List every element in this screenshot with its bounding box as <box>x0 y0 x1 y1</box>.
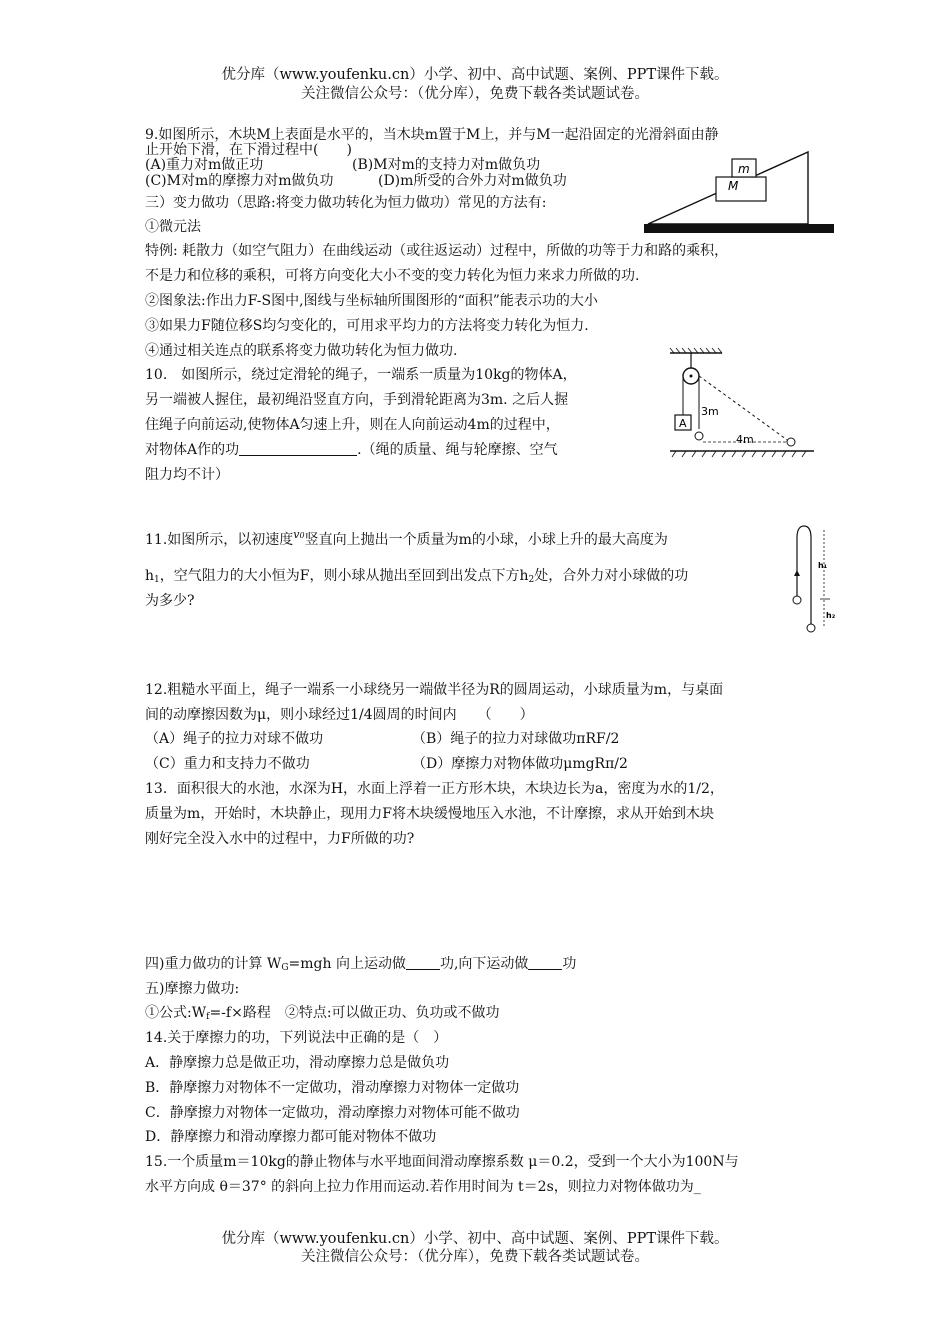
ball-start <box>793 596 801 604</box>
ground-bar <box>644 224 834 233</box>
q10-pulley-figure <box>664 345 824 475</box>
header-line-2: 关注微信公众号：（优分库），免费下载各类试题试卷。 <box>301 86 649 102</box>
q9-option-c: (C)M对m的摩擦力对m做负功 <box>145 173 334 189</box>
q14-option-a: A．静摩擦力总是做正功，滑动摩擦力总是做负功 <box>145 1055 450 1071</box>
label-A: A <box>679 417 687 430</box>
q11-line-1a: 11.如图所示，以初速度 <box>145 532 294 548</box>
q12-line-1: 12.粗糙水平面上，绳子一端系一小球绕另一端做半径为R的圆周运动，小球质量为m，与桌面 <box>145 682 724 698</box>
q9-option-b: (B)M对m的支持力对m做负功 <box>352 157 541 173</box>
sec5-title: 五)摩擦力做功: <box>145 981 240 997</box>
q9-incline-figure <box>640 150 840 240</box>
sec3-method-1: ①微元法 <box>145 219 201 235</box>
person-end <box>787 438 795 446</box>
q14-option-d: D．静摩擦力和滑动摩擦力都可能对物体不做功 <box>145 1129 437 1145</box>
label-4m: 4m <box>736 433 754 446</box>
q11-line-1b: 竖直向上抛出一个质量为m的小球，小球上升的最大高度为 <box>304 532 668 548</box>
q14-option-b: B．静摩擦力对物体不一定做功，滑动摩擦力对物体一定做功 <box>145 1080 520 1096</box>
q10-line-4 <box>145 441 558 459</box>
q9-stem-1: 9.如图所示，木块M上表面是水平的，当木块m置于M上，并与M一起沿固定的光滑斜面由静 <box>145 127 719 143</box>
label-h2: h₂ <box>826 611 836 620</box>
sec5-formula: ①公式$:W_f=-f\times$路程 ②特点:可以做正功、负功或不做功 <box>145 1005 500 1022</box>
q10-line-4b: .（绳的质量、绳与轮摩擦、空气 <box>357 442 558 458</box>
sec3-method-4: ④通过相关连点的联系将变力做功转化为恒力做功. <box>145 343 458 359</box>
q13-line-2: 质量为m，开始时，木块静止，现用力F将木块缓慢地压入水池，不计摩擦，求从开始到木块 <box>145 806 714 822</box>
sec4-blank-up <box>406 955 440 970</box>
sec3-special-1: 特例: 耗散力（如空气阻力）在曲线运动（或往返运动）过程中，所做的功等于力和路的乘积， <box>145 243 729 259</box>
q10-line-5: 阻力均不计） <box>145 467 229 483</box>
q11-line-1 <box>145 526 668 549</box>
ball-end <box>807 624 815 632</box>
q12-option-a: （A）绳子的拉力对球不做功 <box>145 731 324 747</box>
q11-line-2: $h_1$，空气阻力的大小恒为F，则小球从抛出至回到出发点下方$h_2$处，合外力对小球做的功 <box>145 568 689 585</box>
q9-option-a: (A)重力对m做正功 <box>145 157 264 173</box>
q10-answer-blank <box>239 441 357 456</box>
q9-stem-2: 止开始下滑，在下滑过程中( ) <box>145 142 352 158</box>
person-start <box>695 432 703 440</box>
q10-line-2: 另一端被人握住，最初绳沿竖直方向，手到滑轮距离为3m. 之后人握 <box>145 392 569 408</box>
q13-line-3: 刚好完全没入水中的过程中，力F所做的功? <box>145 831 415 847</box>
q11-line-3: 为多少? <box>145 593 195 609</box>
sec4-blank-down <box>528 955 562 970</box>
block-big-M <box>716 177 766 201</box>
label-h1: h₁ <box>818 561 828 570</box>
sec3-method-3: ③如果力F随位移S均匀变化的，可用求平均力的方法将变力转化为恒力. <box>145 318 589 334</box>
sec3-method-2: ②图象法:作出力F-S图中,图线与坐标轴所围图形的“面积”能表示功的大小 <box>145 293 598 309</box>
q10-line-3: 住绳子向前运动,使物体A匀速上升，则在人向前运动4m的过程中， <box>145 417 560 433</box>
sec4-line: 四)重力做功的计算 $W_G=mgh$ 向上运动做 功,向下运动做 功 <box>145 956 577 973</box>
q15-line-1: 15.一个质量m＝10kg的静止物体与水平地面间滑动摩擦系数 μ＝0.2，受到一个大小为100N与 <box>145 1154 739 1170</box>
q11-v0: v0 <box>293 528 305 541</box>
q15-line-2: 水平方向成 θ＝37° 的斜向上拉力作用而运动.若作用时间为 t＝2s，则拉力对物体做功为_ <box>145 1179 701 1195</box>
q14-option-c: C．静摩擦力对物体一定做功，滑动摩擦力对物体可能不做功 <box>145 1105 520 1121</box>
q9-option-d: (D)m所受的合外力对m做负功 <box>378 173 567 189</box>
header-line-1: 优分库（www.youfenku.cn）小学、初中、高中试题、案例、PPT课件下载。 <box>221 67 729 83</box>
sec3-title: 三）变力做功（思路:将变力做功转化为恒力做功）常见的方法有: <box>145 195 547 211</box>
q13-line-1: 13．面积很大的水池，水深为H，水面上浮着一正方形木块，木块边长为a，密度为水的1/2， <box>145 781 724 797</box>
footer-line-2: 关注微信公众号：（优分库），免费下载各类试题试卷。 <box>301 1249 649 1265</box>
footer-line-1: 优分库（www.youfenku.cn）小学、初中、高中试题、案例、PPT课件下载。 <box>221 1231 729 1247</box>
q12-option-b: （B）绳子的拉力对球做功πRF/2 <box>412 731 620 747</box>
q10-line-1: 10. 如图所示，绕过定滑轮的绳子，一端系一质量为10kg的物体A， <box>145 367 577 383</box>
label-m: m <box>738 162 750 176</box>
label-M: M <box>728 179 739 193</box>
q12-option-c: （C）重力和支持力不做功 <box>145 756 310 772</box>
q10-line-4a: 对物体A作的功 <box>145 442 240 458</box>
q11-throw-figure <box>788 522 838 634</box>
q12-line-2: 间的动摩擦因数为μ，则小球经过1/4圆周的时间内 （ ） <box>145 707 534 723</box>
sec3-special-2: 不是力和位移的乘积，可将方向变化大小不变的变力转化为恒力来求力所做的功. <box>145 268 640 284</box>
label-3m: 3m <box>701 405 719 418</box>
q12-option-d: （D）摩擦力对物体做功μmgRπ/2 <box>412 756 628 772</box>
q14-stem: 14.关于摩擦力的功，下列说法中正确的是（ ） <box>145 1030 448 1046</box>
